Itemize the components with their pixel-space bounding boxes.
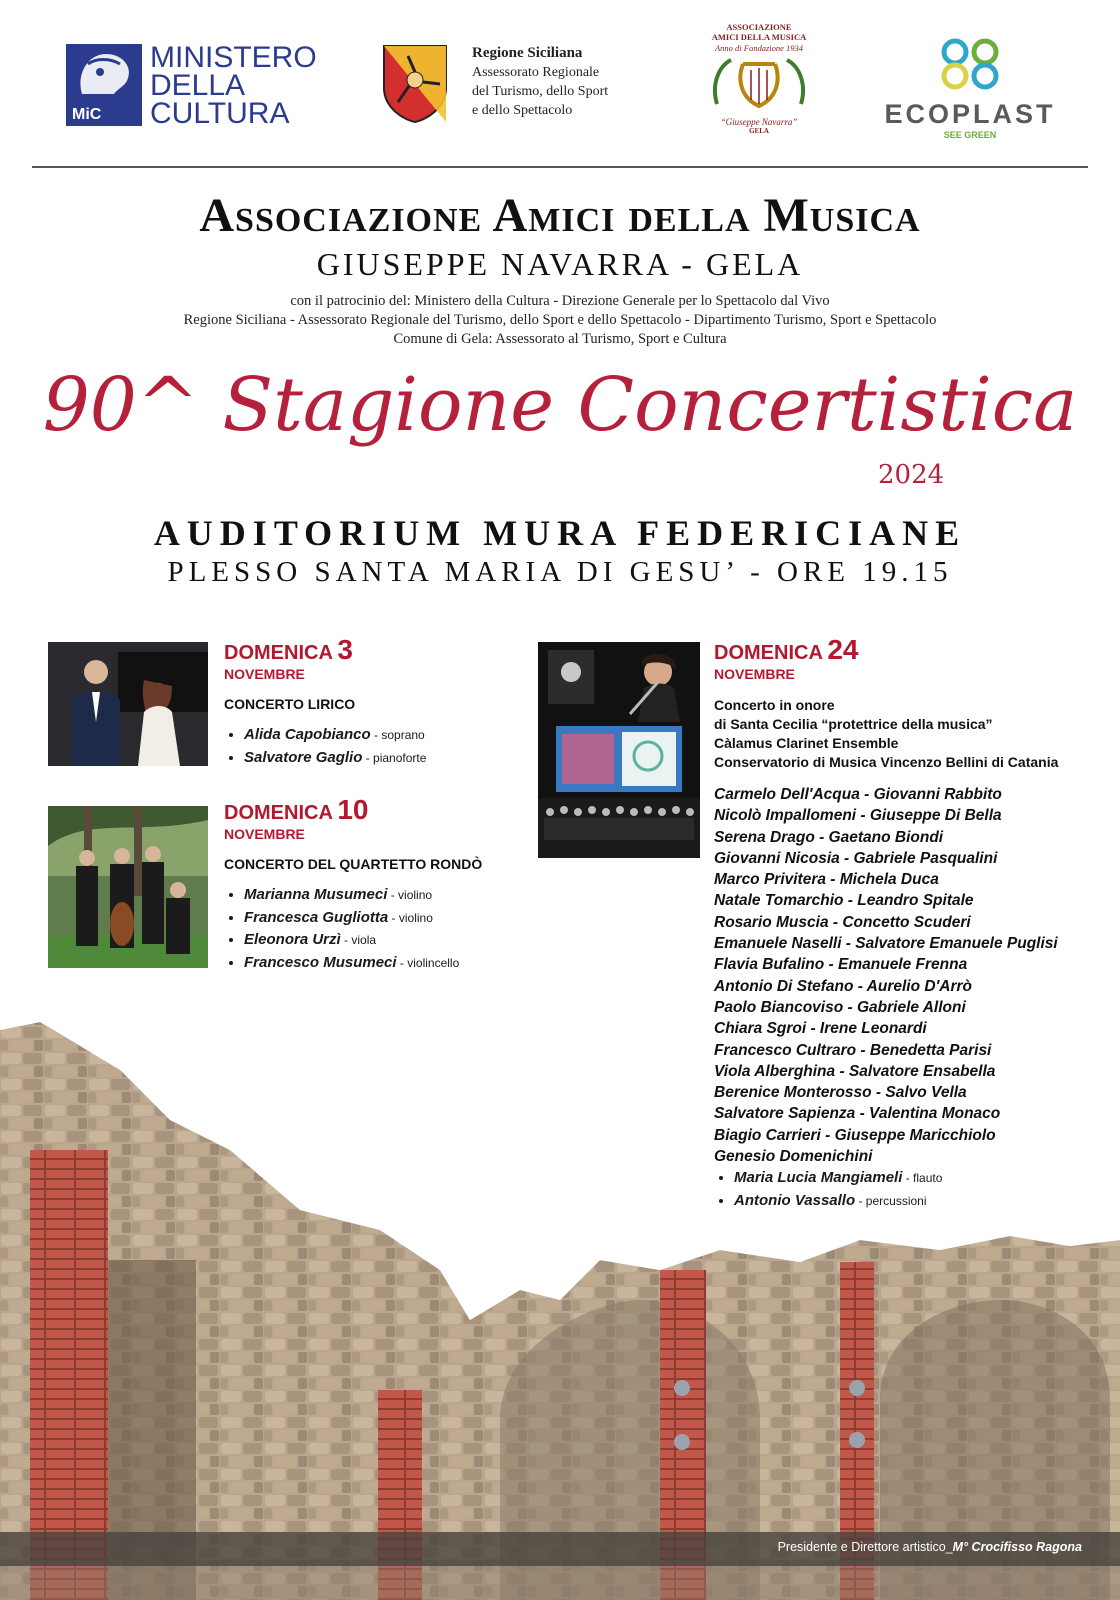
- performer-item: [244, 747, 504, 770]
- event-24-nov: [714, 634, 1094, 1212]
- footer-name: M° Crocifisso Ragona: [952, 1540, 1082, 1554]
- event-date: [224, 634, 504, 666]
- event-month: NOVEMBRE: [224, 666, 305, 682]
- amici-logo-city: GELA: [749, 127, 769, 135]
- event-description-line: Conservatorio di Musica Vincenzo Bellini di Catania: [714, 754, 1059, 770]
- event-day-word: DOMENICA: [714, 642, 823, 664]
- event-day-word: DOMENICA: [224, 802, 333, 824]
- performer-role: - viola: [340, 933, 377, 947]
- footer-label: Presidente e Direttore artistico_: [777, 1540, 953, 1554]
- performer-item: [244, 929, 504, 952]
- regione-text: [472, 44, 642, 120]
- mic-head-icon: [66, 44, 142, 104]
- performer-name: Salvatore Gaglio: [244, 748, 363, 766]
- ensemble-pair: Rosario Muscia - Concetto Scuderi: [714, 913, 971, 931]
- footer-credit: [778, 1540, 1082, 1554]
- ecoplast-mark-icon: [935, 36, 1005, 92]
- amici-logo-line2: AMICI DELLA MUSICA: [711, 32, 807, 42]
- ensemble-members: [714, 784, 1094, 1167]
- event-3-nov: [224, 634, 504, 769]
- performer-item: [244, 724, 504, 747]
- association-title: Associazione Amici della Musica: [199, 189, 921, 242]
- ensemble-pair: Berenice Monterosso - Salvo Vella: [714, 1084, 967, 1102]
- event-description-line: di Santa Cecilia “protettrice della musica”: [714, 716, 993, 732]
- amici-logo-name: “Giuseppe Navarra”: [720, 117, 798, 127]
- event-description-line: Càlamus Clarinet Ensemble: [714, 735, 899, 751]
- performer-role: - pianoforte: [362, 750, 427, 765]
- ensemble-pair: Chiara Sgroi - Irene Leonardi: [714, 1020, 927, 1038]
- patronage-line: Comune di Gela: Assessorato al Turismo, Sport e Cultura: [393, 331, 727, 347]
- event-month: NOVEMBRE: [224, 826, 305, 842]
- amici-logo-founded: Anno di Fondazione 1934: [714, 43, 804, 53]
- event-day-number: 3: [337, 634, 353, 665]
- event-day-number: 24: [827, 634, 859, 665]
- ensemble-pair: Natale Tomarchio - Leandro Spitale: [714, 892, 974, 910]
- performer-role: - soprano: [370, 728, 425, 742]
- performer-name: Eleonora Urzì: [244, 931, 341, 948]
- performer-list: [224, 884, 504, 974]
- event-10-nov: [224, 794, 504, 974]
- performer-name: Antonio Vassallo: [734, 1191, 856, 1209]
- trinacria-shield-icon: [382, 44, 448, 124]
- performer-item: [244, 907, 504, 930]
- performer-role: - flauto: [902, 1171, 943, 1186]
- performer-list: [714, 1167, 1094, 1212]
- ministero-text: [150, 41, 317, 130]
- event-description: [714, 696, 1094, 772]
- ensemble-pair: Francesco Cultraro - Benedetta Parisi: [714, 1041, 992, 1059]
- ecoplast-logo: [880, 36, 1060, 140]
- venue-name: AUDITORIUM MURA FEDERICIANE: [153, 513, 967, 553]
- event-title: CONCERTO LIRICO: [224, 696, 356, 712]
- ecoplast-tag: SEE GREEN: [943, 130, 997, 140]
- event-date: [224, 794, 504, 826]
- ensemble-pair: Flavia Bufalino - Emanuele Frenna: [714, 956, 968, 974]
- ensemble-pair: Marco Privitera - Michela Duca: [714, 871, 939, 889]
- event-title: CONCERTO DEL QUARTETTO RONDÒ: [224, 856, 483, 872]
- ensemble-pair: Viola Alberghina - Salvatore Ensabella: [714, 1062, 996, 1080]
- ministero-line3: CULTURA: [150, 97, 290, 130]
- patronage-line: con il patrocinio del: Ministero della Cultura - Direzione Generale per lo Spettacolo dal Vivo: [290, 293, 830, 309]
- season-year: 2024: [878, 460, 945, 490]
- mic-abbr: MiC: [72, 106, 102, 123]
- performer-name: Alida Capobianco: [244, 726, 371, 743]
- regione-line2: del Turismo, dello Sport: [472, 84, 609, 99]
- event-photo-duo-singer-pianist: [48, 642, 208, 766]
- event-month: NOVEMBRE: [714, 666, 795, 682]
- venue-detail: PLESSO SANTA MARIA DI GESU’ - ORE 19.15: [167, 556, 953, 588]
- performer-item: [734, 1190, 1094, 1213]
- performer-item: [734, 1167, 1094, 1190]
- amici-logo: [700, 22, 818, 146]
- header-divider: [32, 166, 1088, 168]
- patronage-line: Regione Siciliana - Assessorato Regionale del Turismo, dello Sport e dello Spettacolo - Dipartimento Turismo, Sport e Spettacolo: [183, 312, 937, 328]
- event-photo-string-quartet: [48, 806, 208, 968]
- regione-title: Regione Siciliana: [472, 45, 583, 61]
- amici-logo-line1: ASSOCIAZIONE: [726, 22, 792, 32]
- ensemble-pair: Biagio Carrieri - Giuseppe Maricchiolo: [714, 1126, 996, 1144]
- season-title: 90^ Stagione Concertistica: [42, 362, 1078, 448]
- lyre-icon: [709, 54, 809, 112]
- regione-line3: e dello Spettacolo: [472, 103, 573, 118]
- ensemble-pair: Nicolò Impallomeni - Giuseppe Di Bella: [714, 807, 1002, 825]
- event-date: [714, 634, 1094, 666]
- ensemble-pair: Salvatore Sapienza - Valentina Monaco: [714, 1105, 1001, 1123]
- event-description-line: Concerto in onore: [714, 697, 835, 713]
- ensemble-pair: Antonio Di Stefano - Aurelio D'Arrò: [714, 977, 972, 995]
- ministero-line1: MINISTERO: [150, 41, 317, 74]
- performer-name: Francesco Musumeci: [244, 953, 397, 971]
- performer-list: [224, 724, 504, 769]
- event-photo-clarinet-ensemble: [538, 642, 700, 858]
- performer-name: Francesca Gugliotta: [244, 908, 389, 926]
- event-day-number: 10: [337, 794, 369, 825]
- performer-name: Marianna Musumeci: [244, 886, 388, 903]
- ensemble-pair: Serena Drago - Gaetano Biondi: [714, 828, 944, 846]
- regione-line1: Assessorato Regionale: [472, 65, 600, 80]
- performer-role: - percussioni: [855, 1193, 927, 1208]
- ensemble-pair: Genesio Domenichini: [714, 1148, 873, 1166]
- patronage-block: [0, 292, 1120, 349]
- sicily-crest: [382, 44, 448, 124]
- ensemble-pair: Giovanni Nicosia - Gabriele Pasqualini: [714, 849, 998, 867]
- ensemble-pair: Paolo Biancoviso - Gabriele Alloni: [714, 998, 966, 1016]
- performer-name: Maria Lucia Mangiameli: [734, 1169, 903, 1187]
- performer-role: - violincello: [396, 955, 460, 970]
- ministero-line2: DELLA: [150, 69, 246, 102]
- event-day-word: DOMENICA: [224, 642, 333, 664]
- ensemble-pair: Emanuele Naselli - Salvatore Emanuele Puglisi: [714, 935, 1058, 953]
- ecoplast-name: ECOPLAST: [884, 99, 1056, 129]
- association-subtitle: GIUSEPPE NAVARRA - GELA: [316, 246, 804, 282]
- performer-role: - violino: [387, 888, 433, 902]
- performer-role: - violino: [388, 910, 433, 925]
- performer-item: [244, 952, 504, 975]
- ensemble-pair: Carmelo Dell'Acqua - Giovanni Rabbito: [714, 786, 1002, 803]
- ministero-logo: [66, 41, 317, 130]
- performer-item: [244, 884, 504, 907]
- mic-emblem: [66, 44, 142, 126]
